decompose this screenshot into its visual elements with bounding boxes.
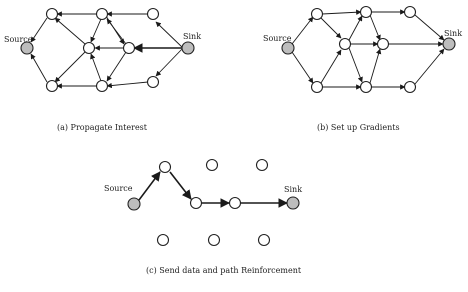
panel-a-nodes — [21, 9, 194, 92]
sensor-node — [259, 235, 270, 246]
sensor-node — [361, 7, 372, 18]
sensor-node — [160, 162, 171, 173]
sensor-node — [230, 198, 241, 209]
edge — [415, 15, 444, 40]
sink-node — [182, 42, 194, 54]
sink-label: Sink — [284, 185, 303, 194]
edge — [107, 52, 126, 81]
edge — [322, 12, 361, 14]
source-node — [282, 42, 294, 54]
sink-node — [287, 197, 299, 209]
sensor-node — [361, 82, 372, 93]
panel-b-edges — [292, 12, 444, 87]
source-label: Source — [263, 34, 292, 43]
sensor-node — [340, 39, 351, 50]
source-label: Source — [4, 35, 33, 44]
edge — [349, 16, 362, 40]
edge — [170, 172, 191, 199]
edge — [31, 54, 47, 82]
panel-c — [104, 160, 302, 276]
panel-a-edges — [31, 14, 183, 86]
sensor-node — [84, 43, 95, 54]
sensor-node — [47, 81, 58, 92]
sensor-node — [405, 7, 416, 18]
edge — [321, 18, 341, 38]
edge — [292, 17, 313, 44]
edge — [415, 49, 444, 84]
edge — [370, 15, 380, 40]
sensor-node — [257, 160, 268, 171]
panel-b-nodes — [282, 7, 455, 93]
sensor-node — [47, 9, 58, 20]
sensor-node — [158, 235, 169, 246]
edge — [370, 49, 380, 83]
edge — [156, 22, 183, 48]
sink-label: Sink — [444, 29, 463, 38]
edge — [55, 52, 85, 82]
edge — [106, 16, 124, 44]
panel-c-edges — [139, 172, 287, 203]
panel-b — [263, 7, 462, 133]
edge — [139, 172, 160, 200]
sink-node — [443, 38, 455, 50]
edge — [31, 18, 47, 42]
edge — [91, 54, 101, 81]
edge — [91, 19, 101, 42]
sensor-node — [312, 82, 323, 93]
sensor-node — [378, 39, 389, 50]
edge — [292, 52, 313, 83]
sensor-node — [97, 9, 108, 20]
panel-caption: (c) Send data and path Reinforcement — [146, 266, 302, 275]
edge — [156, 48, 183, 76]
sensor-node — [405, 82, 416, 93]
sensor-node — [209, 235, 220, 246]
sensor-node — [312, 9, 323, 20]
edge — [107, 82, 148, 86]
panel-a — [4, 9, 201, 133]
sensor-node — [124, 43, 135, 54]
sink-label: Sink — [183, 32, 202, 41]
edge — [321, 50, 341, 83]
sensor-node — [148, 9, 159, 20]
edge — [55, 18, 85, 44]
sensor-node — [191, 198, 202, 209]
panel-caption: (b) Set up Gradients — [317, 123, 400, 132]
panel-caption: (a) Propagate Interest — [57, 123, 147, 132]
sensor-node — [97, 81, 108, 92]
source-label: Source — [104, 184, 133, 193]
sensor-node — [148, 77, 159, 88]
edge — [349, 48, 362, 82]
source-node — [128, 198, 140, 210]
sensor-node — [207, 160, 218, 171]
